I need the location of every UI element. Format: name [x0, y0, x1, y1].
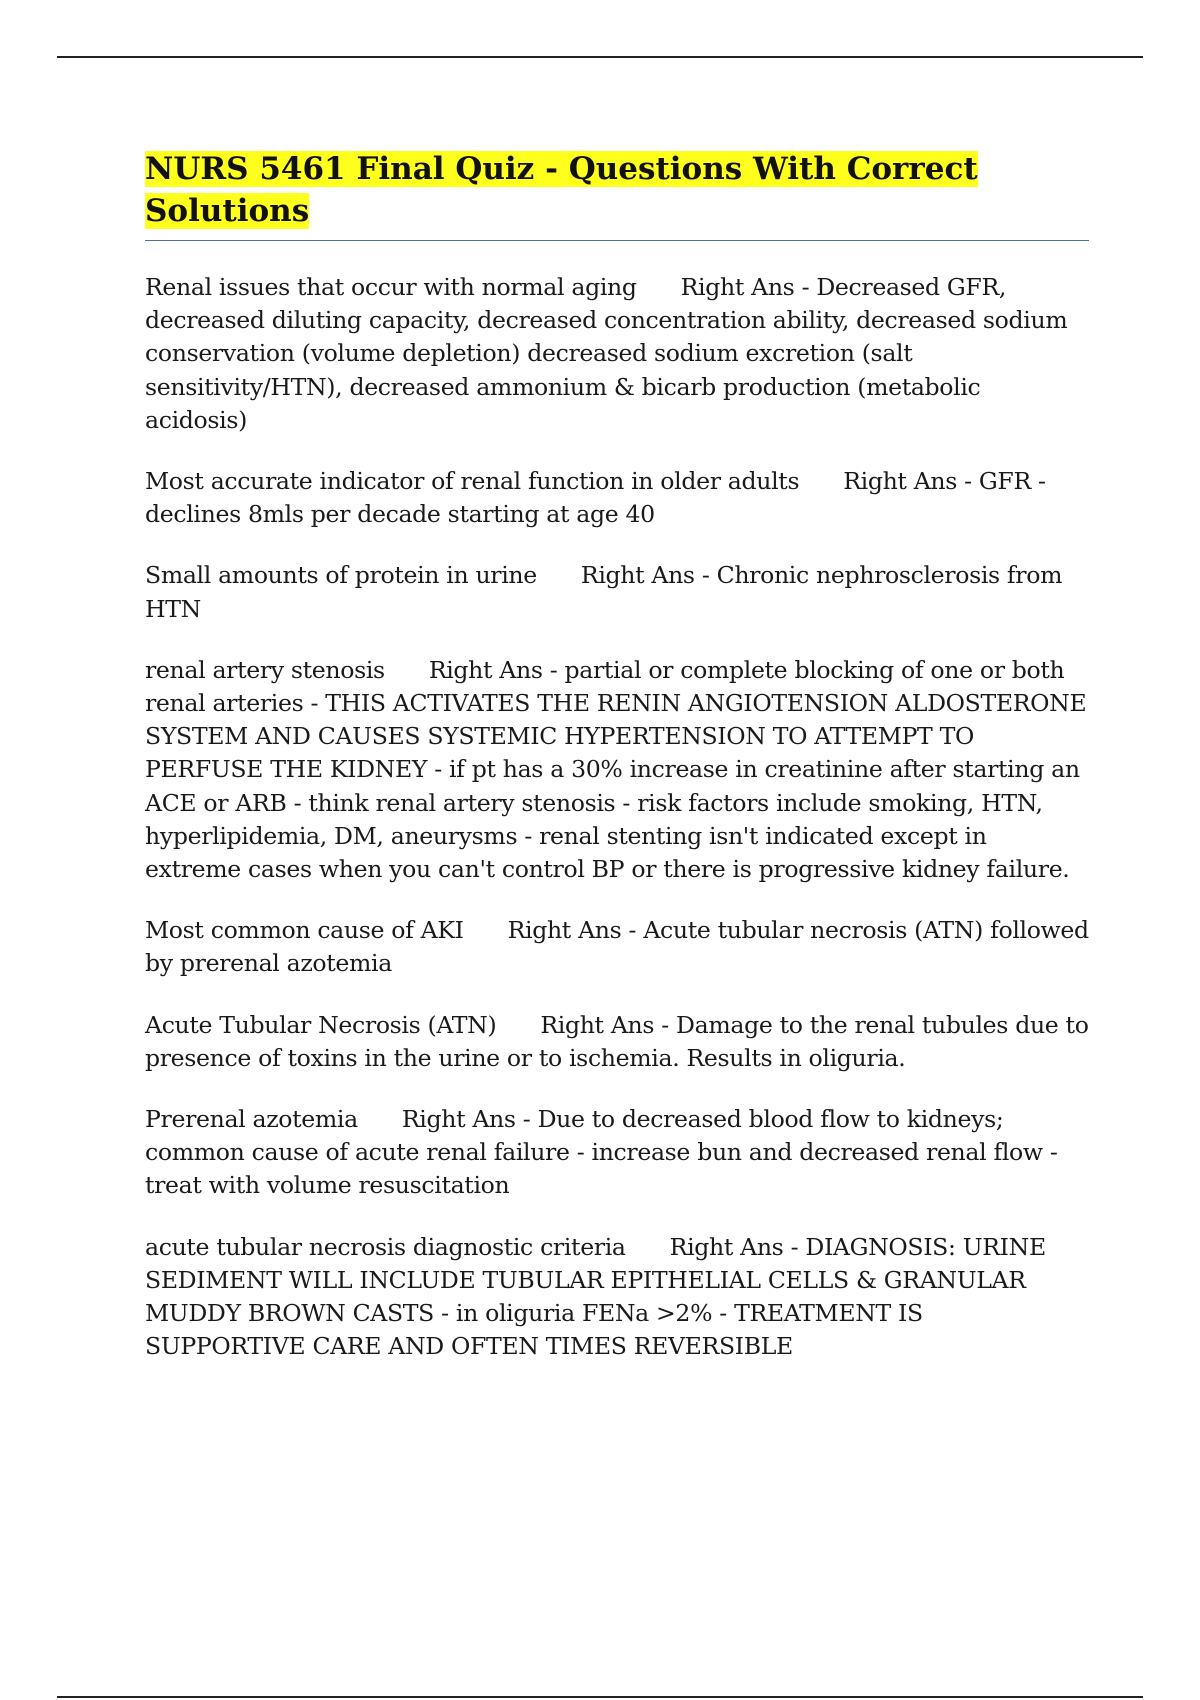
answer-prefix: Right Ans -: [540, 1010, 677, 1039]
question-text: Most common cause of AKI: [145, 916, 464, 945]
qa-item-2: [145, 465, 1089, 531]
answer-text: Due to decreased blood flow to kidneys; common cause of acute renal failure - increase bun and decreased renal flow - treat with volume resuscitation: [145, 1105, 1058, 1200]
qa-item-5: [145, 914, 1089, 980]
answer-prefix: Right Ans -: [843, 467, 979, 496]
question-text: Small amounts of protein in urine: [145, 561, 537, 590]
page-top-rule: [57, 56, 1143, 58]
page-bottom-rule: [57, 1696, 1143, 1698]
answer-prefix: Right Ans -: [401, 1105, 538, 1134]
title-highlight-line-1: NURS 5461 Final Quiz - Questions With Correct: [145, 151, 978, 187]
answer-text: Damage to the renal tubules due to presence of toxins in the urine or to ischemia. Results in oliguria.: [145, 1010, 1089, 1072]
question-text: acute tubular necrosis diagnostic criteria: [145, 1232, 626, 1261]
answer-text: GFR - declines 8mls per decade starting at age 40: [145, 467, 1046, 529]
answer-text: Chronic nephrosclerosis from HTN: [145, 561, 1063, 623]
answer-prefix: Right Ans -: [680, 273, 817, 301]
answer-text: Decreased GFR, decreased diluting capacity, decreased concentration ability, decreased sodium conservation (volume depletion) decreased sodium excretion (salt sensitivity/HTN), decreased ammonium & bicarb production (metabolic acidosis): [145, 273, 1068, 434]
answer-prefix: Right Ans -: [669, 1232, 806, 1261]
answer-prefix: Right Ans -: [580, 561, 717, 590]
qa-item-8: [145, 1231, 1089, 1364]
document-body: [145, 148, 1089, 1391]
question-text: Prerenal azotemia: [145, 1105, 358, 1134]
qa-item-4: [145, 654, 1089, 886]
qa-item-6: [145, 1009, 1089, 1075]
answer-prefix: Right Ans -: [507, 916, 644, 945]
document-title: [145, 148, 1089, 241]
question-text: Acute Tubular Necrosis (ATN): [145, 1010, 497, 1039]
answer-text: partial or complete blocking of one or both renal arteries - THIS ACTIVATES THE RENIN ANGIOTENSION ALDOSTERONE SYSTEM AND CAUSES SYSTEMIC HYPERTENSION TO ATTEMPT TO PERFUSE THE KIDNEY - if pt has a 30% increase in creatinine after starting an ACE or ARB - think renal artery stenosis - risk factors include smoking, HTN, hyperlipidemia, DM, aneurysms - renal stenting isn't indicated except in extreme cases when you can't control BP or there is progressive kidney failure.: [145, 655, 1087, 884]
title-highlight-line-2: Solutions: [145, 193, 310, 229]
question-text: renal artery stenosis: [145, 655, 385, 684]
qa-item-3: [145, 559, 1089, 625]
answer-text: DIAGNOSIS: URINE SEDIMENT WILL INCLUDE TUBULAR EPITHELIAL CELLS & GRANULAR MUDDY BROWN CASTS - in oliguria FENa >2% - TREATMENT IS SUPPORTIVE CARE AND OFTEN TIMES REVERSIBLE: [145, 1232, 1046, 1361]
answer-text: Acute tubular necrosis (ATN) followed by prerenal azotemia: [145, 916, 1089, 978]
qa-item-1: [145, 271, 1089, 437]
answer-prefix: Right Ans -: [428, 655, 565, 684]
qa-item-7: [145, 1103, 1089, 1203]
question-text: Most accurate indicator of renal function in older adults: [145, 467, 800, 496]
question-text: Renal issues that occur with normal aging: [145, 273, 637, 301]
